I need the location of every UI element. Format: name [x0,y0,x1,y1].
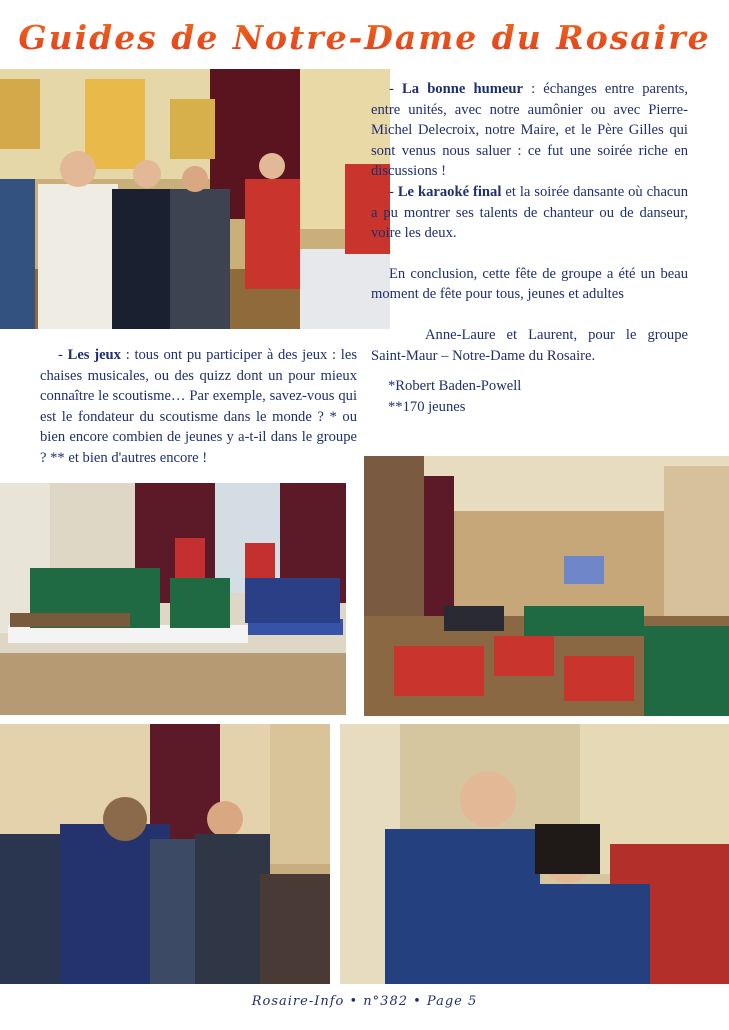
photo-buffet-table [0,483,346,715]
right-column-text: - La bonne humeur : échanges entre parents, entre unités, avec notre aumônier ou avec Pierre-Michel Delecroix, notre Maire, et le Père Gilles qui sont venus nous saluer : ce fut une soirée riche en discussions ! - Le karaoké final et la soirée dansante où chacun a pu montrer ses talents de chanteur ou de danseur, voire les deux. En conclusion, cette fête de groupe a été un beau moment de fête pour tous, jeunes et adultes Anne-Laure et Laurent, pour le groupe Saint-Maur – Notre-Dame du Rosaire. *Robert Baden-Powell **170 jeunes [371,79,688,417]
photo-couple [340,724,729,984]
bonne-humeur-text: : échanges entre parents, entre unités, avec notre aumônier ou avec Pierre-Michel Delecroix, notre Maire, et le Père Gilles qui sont venus nous saluer : ce fut une soirée riche en discussions ! [371,81,688,180]
photo-dance [0,724,330,984]
karaoke-heading: Le karaoké final [397,183,502,200]
page-footer: Rosaire-Info • n°382 • Page 5 [251,994,478,1009]
conclusion-paragraph: En conclusion, cette fête de groupe a été un beau moment de fête pour tous, jeunes et adultes [371,265,688,303]
karaoke-text: et la soirée dansante où chacun a pu montrer ses talents de chanteur ou de danseur, voire les deux. [371,183,688,242]
jeux-heading: Les jeux [67,347,121,363]
jeux-text: : tous ont pu participer à des jeux : les chaises musicales, ou des quizz dont un pour mieux connaître le scoutisme… Par exemple, savez-vous qui est le fondateur du scoutisme dans le monde ? * ou bien encore combien de jeunes y a-t-il dans le groupe ? ** et bien d'autres encore ! [40,347,358,466]
page-title: Guides de Notre-Dame du Rosaire [0,18,729,57]
footnote-2: **170 jeunes [388,398,466,415]
signature: Anne-Laure et Laurent, pour le groupe Saint-Maur – Notre-Dame du Rosaire. [371,326,688,364]
footnote-1: *Robert Baden-Powell [388,378,522,395]
bonne-humeur-heading: La bonne humeur [402,81,523,97]
photo-hall [364,456,729,716]
left-column-text: - Les jeux : tous ont pu participer à des jeux : les chaises musicales, ou des quizz dont un pour mieux connaître le scoutisme… Par exemple, savez-vous qui est le fondateur du scoutisme dans le monde ? * ou bien encore combien de jeunes y a-t-il dans le groupe ? ** et bien d'autres encore ! [40,347,358,466]
photo-group-conversation [0,69,390,329]
